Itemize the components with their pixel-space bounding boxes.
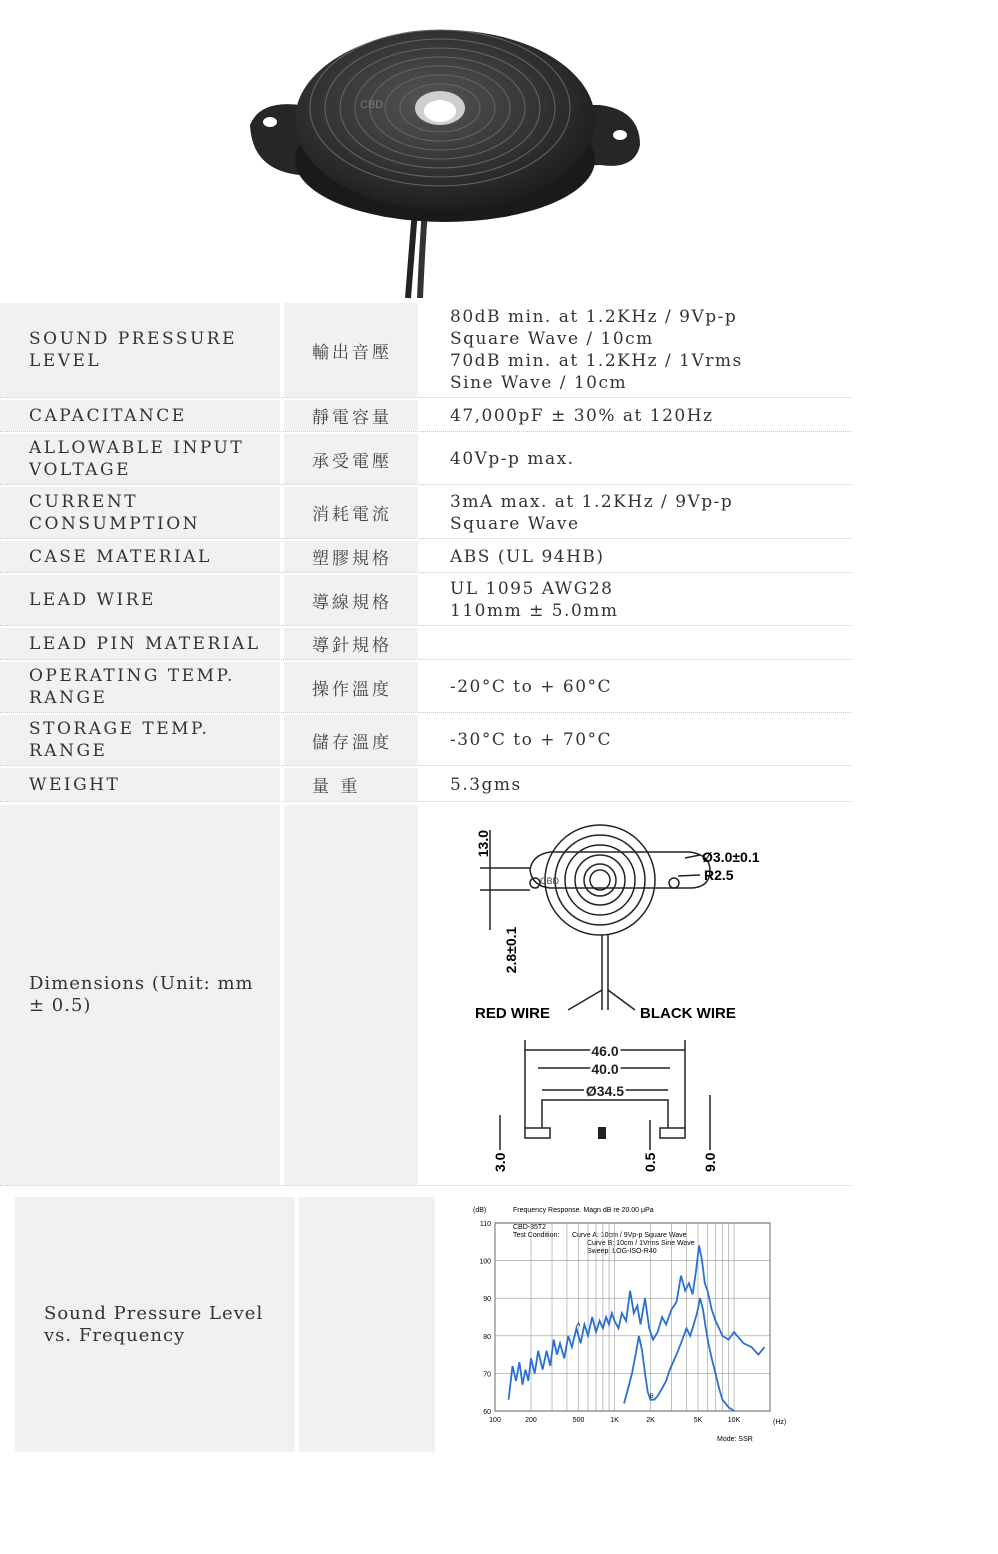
spec-row bbox=[0, 575, 852, 626]
x-tick-label: 1K bbox=[610, 1417, 619, 1424]
drawing-center-label: CBD bbox=[540, 876, 560, 886]
spec-name: WEIGHT bbox=[0, 768, 280, 801]
spec-name-zh: 塑膠規格 bbox=[284, 541, 418, 572]
spec-name: CURRENT CONSUMPTION bbox=[0, 487, 280, 538]
dimensions-row bbox=[0, 805, 852, 1186]
chart-model: CBD-35T2 bbox=[513, 1224, 547, 1231]
spec-row bbox=[0, 434, 852, 485]
x-tick-label: 10K bbox=[727, 1417, 741, 1424]
series-label: A bbox=[576, 1322, 581, 1329]
chart-xlabel: (Hz) bbox=[773, 1419, 787, 1426]
spec-name-zh: 操作溫度 bbox=[284, 662, 418, 712]
chart-annotation-b: Curve B: 10cm / 1Vrms Sine Wave bbox=[587, 1240, 695, 1247]
spl-row bbox=[15, 1197, 435, 1452]
spec-row bbox=[0, 487, 852, 539]
spec-name: LEAD PIN MATERIAL bbox=[0, 628, 280, 659]
product-photo bbox=[240, 10, 650, 300]
spec-value: 5.3gms bbox=[450, 774, 522, 795]
body-diameter-label: Ø34.5 bbox=[585, 1083, 625, 1099]
dimensions-label: Dimensions (Unit: mm ± 0.5) bbox=[0, 805, 280, 1185]
y-tick-label: 80 bbox=[483, 1333, 491, 1341]
spec-name-zh: 儲存溫度 bbox=[284, 715, 418, 765]
y-tick-label: 60 bbox=[483, 1409, 491, 1416]
spec-name: CAPACITANCE bbox=[0, 400, 280, 431]
chart-test-condition: Test Condition: bbox=[513, 1232, 560, 1239]
pin-offset-label: 0.5 bbox=[642, 1152, 658, 1172]
chart-annotation-sweep: Sweep: LOG-ISO-R40 bbox=[587, 1248, 657, 1255]
spec-row bbox=[0, 768, 852, 802]
mount-label: 2.8±0.1 bbox=[503, 926, 519, 974]
spec-name: CASE MATERIAL bbox=[0, 541, 280, 572]
x-tick-label: 500 bbox=[572, 1417, 585, 1424]
height-label: 13.0 bbox=[475, 830, 491, 858]
overall-width-label: 46.0 bbox=[591, 1043, 619, 1059]
spec-row bbox=[0, 628, 852, 660]
spec-name-zh: 輸出音壓 bbox=[284, 303, 418, 397]
spec-value: -20°C to + 60°C bbox=[450, 677, 613, 697]
spec-row bbox=[0, 400, 852, 432]
chart-footer: Mode: SSR bbox=[717, 1436, 753, 1443]
spec-value: 3mA max. at 1.2KHz / 9Vp-p Square Wave bbox=[450, 491, 734, 534]
spec-name: SOUND PRESSURE LEVEL bbox=[0, 303, 280, 397]
y-tick-label: 70 bbox=[483, 1371, 491, 1379]
chart-ylabel: (dB) bbox=[473, 1207, 487, 1214]
spec-name: ALLOWABLE INPUT VOLTAGE bbox=[0, 434, 280, 484]
spec-value bbox=[450, 628, 852, 659]
series-line bbox=[509, 1246, 765, 1400]
spec-row bbox=[0, 541, 852, 573]
x-tick-label: 200 bbox=[525, 1417, 537, 1424]
hole-label: Ø3.0±0.1 bbox=[702, 849, 760, 865]
series-label: B bbox=[649, 1393, 654, 1400]
dimension-drawing bbox=[460, 810, 800, 1180]
spec-row bbox=[0, 303, 852, 398]
y-tick-label: 90 bbox=[483, 1296, 491, 1304]
product-photo-label: CBD bbox=[360, 99, 384, 111]
y-tick-label: 110 bbox=[479, 1221, 491, 1228]
spec-value: 80dB min. at 1.2KHz / 9Vp-p Square Wave / 10cm 70dB min. at 1.2KHz / 1Vrms Sine Wave / 10cm bbox=[450, 307, 743, 393]
spl-label: Sound Pressure Level vs. Frequency bbox=[15, 1197, 295, 1452]
spec-name: LEAD WIRE bbox=[0, 575, 280, 625]
x-tick-label: 100 bbox=[489, 1417, 501, 1424]
spec-value: 47,000pF ± 30% at 120Hz bbox=[450, 405, 714, 426]
dimensions-zh-cell bbox=[284, 805, 418, 1185]
spec-value: UL 1095 AWG28 110mm ± 5.0mm bbox=[450, 579, 619, 621]
spec-name-zh: 導線規格 bbox=[284, 575, 418, 625]
frequency-response-chart bbox=[465, 1200, 810, 1450]
spec-value: 40Vp-p max. bbox=[450, 449, 575, 469]
spec-name: OPERATING TEMP. RANGE bbox=[0, 662, 280, 712]
red-wire-label: RED WIRE bbox=[475, 1005, 550, 1022]
spec-row bbox=[0, 662, 852, 713]
spec-name-zh: 導針規格 bbox=[284, 628, 418, 659]
body-height-label: 9.0 bbox=[702, 1152, 718, 1172]
spec-value: -30°C to + 70°C bbox=[450, 730, 613, 750]
spec-row bbox=[0, 715, 852, 766]
chart-title: Frequency Response. Magn dB re 20.00 µPa bbox=[513, 1207, 654, 1214]
spec-name-zh: 靜電容量 bbox=[284, 400, 418, 431]
spec-name-zh: 量 重 bbox=[284, 768, 418, 801]
spec-name-zh: 承受電壓 bbox=[284, 434, 418, 484]
radius-label: R2.5 bbox=[704, 867, 734, 883]
spec-value: ABS (UL 94HB) bbox=[450, 546, 605, 567]
series-line bbox=[624, 1298, 734, 1411]
x-tick-label: 5K bbox=[693, 1417, 703, 1424]
spec-name-zh: 消耗電流 bbox=[284, 487, 418, 538]
hole-spacing-label: 40.0 bbox=[591, 1061, 619, 1077]
spl-zh-cell bbox=[299, 1197, 435, 1452]
x-tick-label: 2K bbox=[646, 1417, 655, 1424]
y-tick-label: 100 bbox=[479, 1258, 491, 1266]
flange-thickness-label: 3.0 bbox=[492, 1152, 508, 1172]
black-wire-label: BLACK WIRE bbox=[640, 1005, 736, 1022]
chart-annotation-a: Curve A: 10cm / 9Vp-p Square Wave bbox=[572, 1232, 687, 1239]
spec-name: STORAGE TEMP. RANGE bbox=[0, 715, 280, 765]
